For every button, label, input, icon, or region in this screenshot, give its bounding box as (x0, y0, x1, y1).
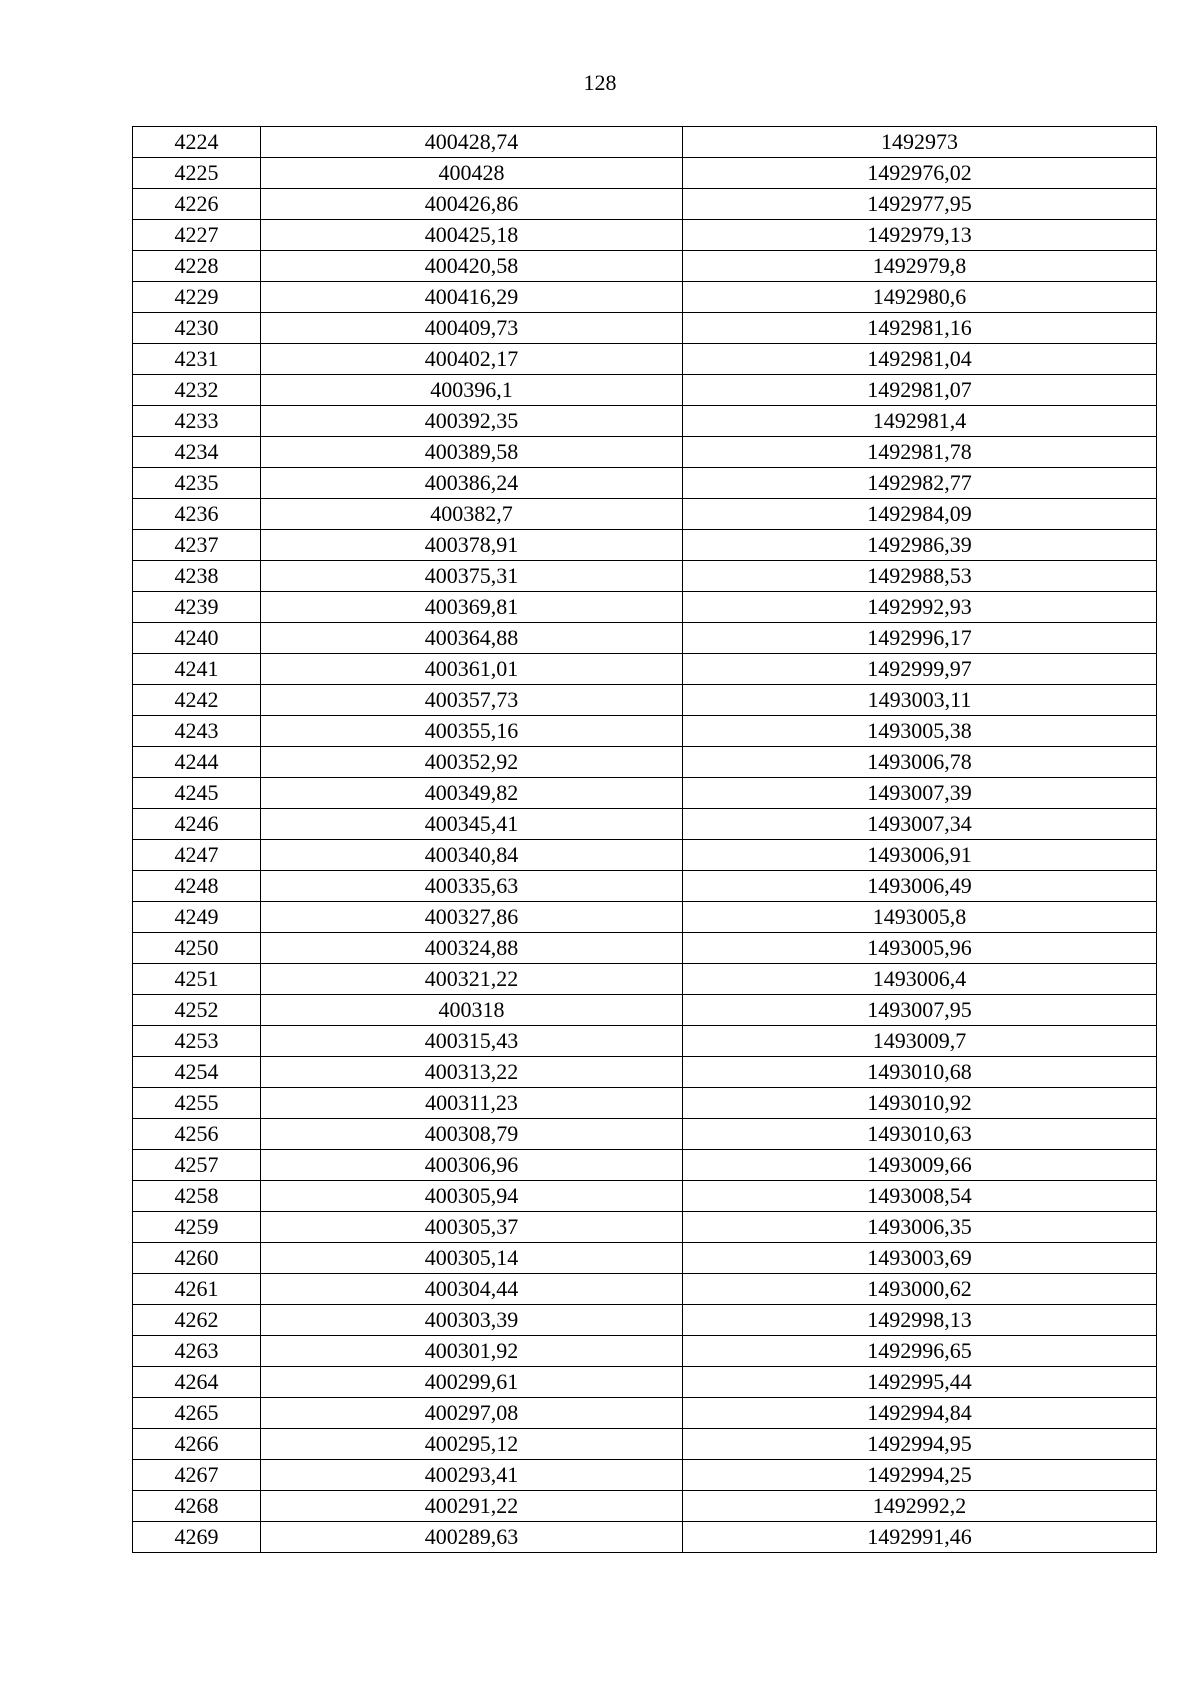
y-coordinate-cell: 1493006,35 (683, 1212, 1157, 1243)
x-coordinate-cell: 400345,41 (261, 809, 683, 840)
table-row (133, 778, 1157, 809)
x-coordinate-cell: 400311,23 (261, 1088, 683, 1119)
coordinates-table (132, 126, 1157, 1553)
table-row (133, 809, 1157, 840)
x-coordinate-cell: 400297,08 (261, 1398, 683, 1429)
x-coordinate-cell: 400303,39 (261, 1305, 683, 1336)
point-number-cell: 4268 (133, 1491, 261, 1522)
y-coordinate-cell: 1492992,2 (683, 1491, 1157, 1522)
table-row (133, 1057, 1157, 1088)
y-coordinate-cell: 1493009,7 (683, 1026, 1157, 1057)
x-coordinate-cell: 400289,63 (261, 1522, 683, 1553)
x-coordinate-cell: 400291,22 (261, 1491, 683, 1522)
table-row (133, 468, 1157, 499)
table-row (133, 220, 1157, 251)
y-coordinate-cell: 1493007,95 (683, 995, 1157, 1026)
point-number-cell: 4256 (133, 1119, 261, 1150)
y-coordinate-cell: 1492981,04 (683, 344, 1157, 375)
x-coordinate-cell: 400293,41 (261, 1460, 683, 1491)
point-number-cell: 4251 (133, 964, 261, 995)
table-row (133, 933, 1157, 964)
x-coordinate-cell: 400402,17 (261, 344, 683, 375)
point-number-cell: 4235 (133, 468, 261, 499)
point-number-cell: 4224 (133, 127, 261, 158)
y-coordinate-cell: 1492986,39 (683, 530, 1157, 561)
table-row (133, 282, 1157, 313)
point-number-cell: 4239 (133, 592, 261, 623)
table-row (133, 840, 1157, 871)
table-row (133, 1398, 1157, 1429)
y-coordinate-cell: 1493006,49 (683, 871, 1157, 902)
point-number-cell: 4248 (133, 871, 261, 902)
x-coordinate-cell: 400355,16 (261, 716, 683, 747)
point-number-cell: 4261 (133, 1274, 261, 1305)
y-coordinate-cell: 1493008,54 (683, 1181, 1157, 1212)
x-coordinate-cell: 400324,88 (261, 933, 683, 964)
table-row (133, 1274, 1157, 1305)
x-coordinate-cell: 400357,73 (261, 685, 683, 716)
table-row (133, 995, 1157, 1026)
point-number-cell: 4230 (133, 313, 261, 344)
table-row (133, 592, 1157, 623)
table-row (133, 1212, 1157, 1243)
table-row (133, 1522, 1157, 1553)
x-coordinate-cell: 400409,73 (261, 313, 683, 344)
table-row (133, 561, 1157, 592)
coordinates-table-body (133, 127, 1157, 1553)
x-coordinate-cell: 400306,96 (261, 1150, 683, 1181)
y-coordinate-cell: 1492992,93 (683, 592, 1157, 623)
table-row (133, 654, 1157, 685)
x-coordinate-cell: 400375,31 (261, 561, 683, 592)
y-coordinate-cell: 1492996,17 (683, 623, 1157, 654)
y-coordinate-cell: 1493003,11 (683, 685, 1157, 716)
x-coordinate-cell: 400420,58 (261, 251, 683, 282)
point-number-cell: 4236 (133, 499, 261, 530)
x-coordinate-cell: 400426,86 (261, 189, 683, 220)
x-coordinate-cell: 400335,63 (261, 871, 683, 902)
table-row (133, 1336, 1157, 1367)
table-row (133, 716, 1157, 747)
table-row (133, 406, 1157, 437)
point-number-cell: 4264 (133, 1367, 261, 1398)
y-coordinate-cell: 1492977,95 (683, 189, 1157, 220)
x-coordinate-cell: 400349,82 (261, 778, 683, 809)
point-number-cell: 4249 (133, 902, 261, 933)
x-coordinate-cell: 400318 (261, 995, 683, 1026)
table-row (133, 1088, 1157, 1119)
point-number-cell: 4252 (133, 995, 261, 1026)
x-coordinate-cell: 400352,92 (261, 747, 683, 778)
point-number-cell: 4262 (133, 1305, 261, 1336)
point-number-cell: 4228 (133, 251, 261, 282)
x-coordinate-cell: 400389,58 (261, 437, 683, 468)
y-coordinate-cell: 1493005,38 (683, 716, 1157, 747)
point-number-cell: 4247 (133, 840, 261, 871)
x-coordinate-cell: 400386,24 (261, 468, 683, 499)
point-number-cell: 4243 (133, 716, 261, 747)
point-number-cell: 4266 (133, 1429, 261, 1460)
table-row (133, 1243, 1157, 1274)
point-number-cell: 4253 (133, 1026, 261, 1057)
table-row (133, 313, 1157, 344)
table-row (133, 127, 1157, 158)
y-coordinate-cell: 1492999,97 (683, 654, 1157, 685)
table-row (133, 1460, 1157, 1491)
x-coordinate-cell: 400304,44 (261, 1274, 683, 1305)
y-coordinate-cell: 1493007,34 (683, 809, 1157, 840)
y-coordinate-cell: 1492996,65 (683, 1336, 1157, 1367)
x-coordinate-cell: 400301,92 (261, 1336, 683, 1367)
y-coordinate-cell: 1492991,46 (683, 1522, 1157, 1553)
table-row (133, 902, 1157, 933)
x-coordinate-cell: 400416,29 (261, 282, 683, 313)
x-coordinate-cell: 400382,7 (261, 499, 683, 530)
y-coordinate-cell: 1492994,25 (683, 1460, 1157, 1491)
table-row (133, 251, 1157, 282)
table-row (133, 437, 1157, 468)
point-number-cell: 4225 (133, 158, 261, 189)
y-coordinate-cell: 1492976,02 (683, 158, 1157, 189)
table-row (133, 530, 1157, 561)
x-coordinate-cell: 400295,12 (261, 1429, 683, 1460)
table-row (133, 1119, 1157, 1150)
y-coordinate-cell: 1492981,4 (683, 406, 1157, 437)
y-coordinate-cell: 1493010,92 (683, 1088, 1157, 1119)
point-number-cell: 4257 (133, 1150, 261, 1181)
x-coordinate-cell: 400378,91 (261, 530, 683, 561)
table-row (133, 375, 1157, 406)
y-coordinate-cell: 1493007,39 (683, 778, 1157, 809)
x-coordinate-cell: 400369,81 (261, 592, 683, 623)
table-row (133, 747, 1157, 778)
point-number-cell: 4255 (133, 1088, 261, 1119)
point-number-cell: 4241 (133, 654, 261, 685)
y-coordinate-cell: 1493005,96 (683, 933, 1157, 964)
point-number-cell: 4269 (133, 1522, 261, 1553)
point-number-cell: 4263 (133, 1336, 261, 1367)
y-coordinate-cell: 1492984,09 (683, 499, 1157, 530)
point-number-cell: 4233 (133, 406, 261, 437)
table-row (133, 1305, 1157, 1336)
y-coordinate-cell: 1493006,91 (683, 840, 1157, 871)
x-coordinate-cell: 400364,88 (261, 623, 683, 654)
table-row (133, 964, 1157, 995)
y-coordinate-cell: 1492981,16 (683, 313, 1157, 344)
y-coordinate-cell: 1493003,69 (683, 1243, 1157, 1274)
point-number-cell: 4265 (133, 1398, 261, 1429)
point-number-cell: 4245 (133, 778, 261, 809)
point-number-cell: 4226 (133, 189, 261, 220)
y-coordinate-cell: 1492973 (683, 127, 1157, 158)
x-coordinate-cell: 400392,35 (261, 406, 683, 437)
x-coordinate-cell: 400305,37 (261, 1212, 683, 1243)
y-coordinate-cell: 1492979,8 (683, 251, 1157, 282)
y-coordinate-cell: 1492980,6 (683, 282, 1157, 313)
point-number-cell: 4240 (133, 623, 261, 654)
x-coordinate-cell: 400327,86 (261, 902, 683, 933)
x-coordinate-cell: 400313,22 (261, 1057, 683, 1088)
point-number-cell: 4238 (133, 561, 261, 592)
x-coordinate-cell: 400340,84 (261, 840, 683, 871)
table-row (133, 1026, 1157, 1057)
table-row (133, 623, 1157, 654)
point-number-cell: 4267 (133, 1460, 261, 1491)
point-number-cell: 4237 (133, 530, 261, 561)
y-coordinate-cell: 1492994,84 (683, 1398, 1157, 1429)
table-row (133, 871, 1157, 902)
x-coordinate-cell: 400428 (261, 158, 683, 189)
table-row (133, 1181, 1157, 1212)
y-coordinate-cell: 1492979,13 (683, 220, 1157, 251)
x-coordinate-cell: 400361,01 (261, 654, 683, 685)
x-coordinate-cell: 400305,14 (261, 1243, 683, 1274)
point-number-cell: 4259 (133, 1212, 261, 1243)
x-coordinate-cell: 400315,43 (261, 1026, 683, 1057)
table-row (133, 1367, 1157, 1398)
table-row (133, 1150, 1157, 1181)
table-row (133, 344, 1157, 375)
y-coordinate-cell: 1493005,8 (683, 902, 1157, 933)
point-number-cell: 4242 (133, 685, 261, 716)
y-coordinate-cell: 1492994,95 (683, 1429, 1157, 1460)
y-coordinate-cell: 1492998,13 (683, 1305, 1157, 1336)
point-number-cell: 4250 (133, 933, 261, 964)
y-coordinate-cell: 1493009,66 (683, 1150, 1157, 1181)
y-coordinate-cell: 1493006,78 (683, 747, 1157, 778)
y-coordinate-cell: 1492995,44 (683, 1367, 1157, 1398)
table-row (133, 1491, 1157, 1522)
table-row (133, 189, 1157, 220)
table-row (133, 499, 1157, 530)
point-number-cell: 4229 (133, 282, 261, 313)
y-coordinate-cell: 1493010,63 (683, 1119, 1157, 1150)
x-coordinate-cell: 400321,22 (261, 964, 683, 995)
x-coordinate-cell: 400305,94 (261, 1181, 683, 1212)
y-coordinate-cell: 1493006,4 (683, 964, 1157, 995)
point-number-cell: 4231 (133, 344, 261, 375)
y-coordinate-cell: 1492981,07 (683, 375, 1157, 406)
y-coordinate-cell: 1493000,62 (683, 1274, 1157, 1305)
point-number-cell: 4260 (133, 1243, 261, 1274)
table-row (133, 1429, 1157, 1460)
y-coordinate-cell: 1493010,68 (683, 1057, 1157, 1088)
point-number-cell: 4244 (133, 747, 261, 778)
y-coordinate-cell: 1492988,53 (683, 561, 1157, 592)
point-number-cell: 4232 (133, 375, 261, 406)
point-number-cell: 4227 (133, 220, 261, 251)
y-coordinate-cell: 1492982,77 (683, 468, 1157, 499)
table-row (133, 158, 1157, 189)
x-coordinate-cell: 400299,61 (261, 1367, 683, 1398)
x-coordinate-cell: 400428,74 (261, 127, 683, 158)
point-number-cell: 4246 (133, 809, 261, 840)
x-coordinate-cell: 400425,18 (261, 220, 683, 251)
point-number-cell: 4254 (133, 1057, 261, 1088)
y-coordinate-cell: 1492981,78 (683, 437, 1157, 468)
point-number-cell: 4258 (133, 1181, 261, 1212)
point-number-cell: 4234 (133, 437, 261, 468)
x-coordinate-cell: 400308,79 (261, 1119, 683, 1150)
table-row (133, 685, 1157, 716)
page-number: 128 (583, 70, 617, 95)
x-coordinate-cell: 400396,1 (261, 375, 683, 406)
